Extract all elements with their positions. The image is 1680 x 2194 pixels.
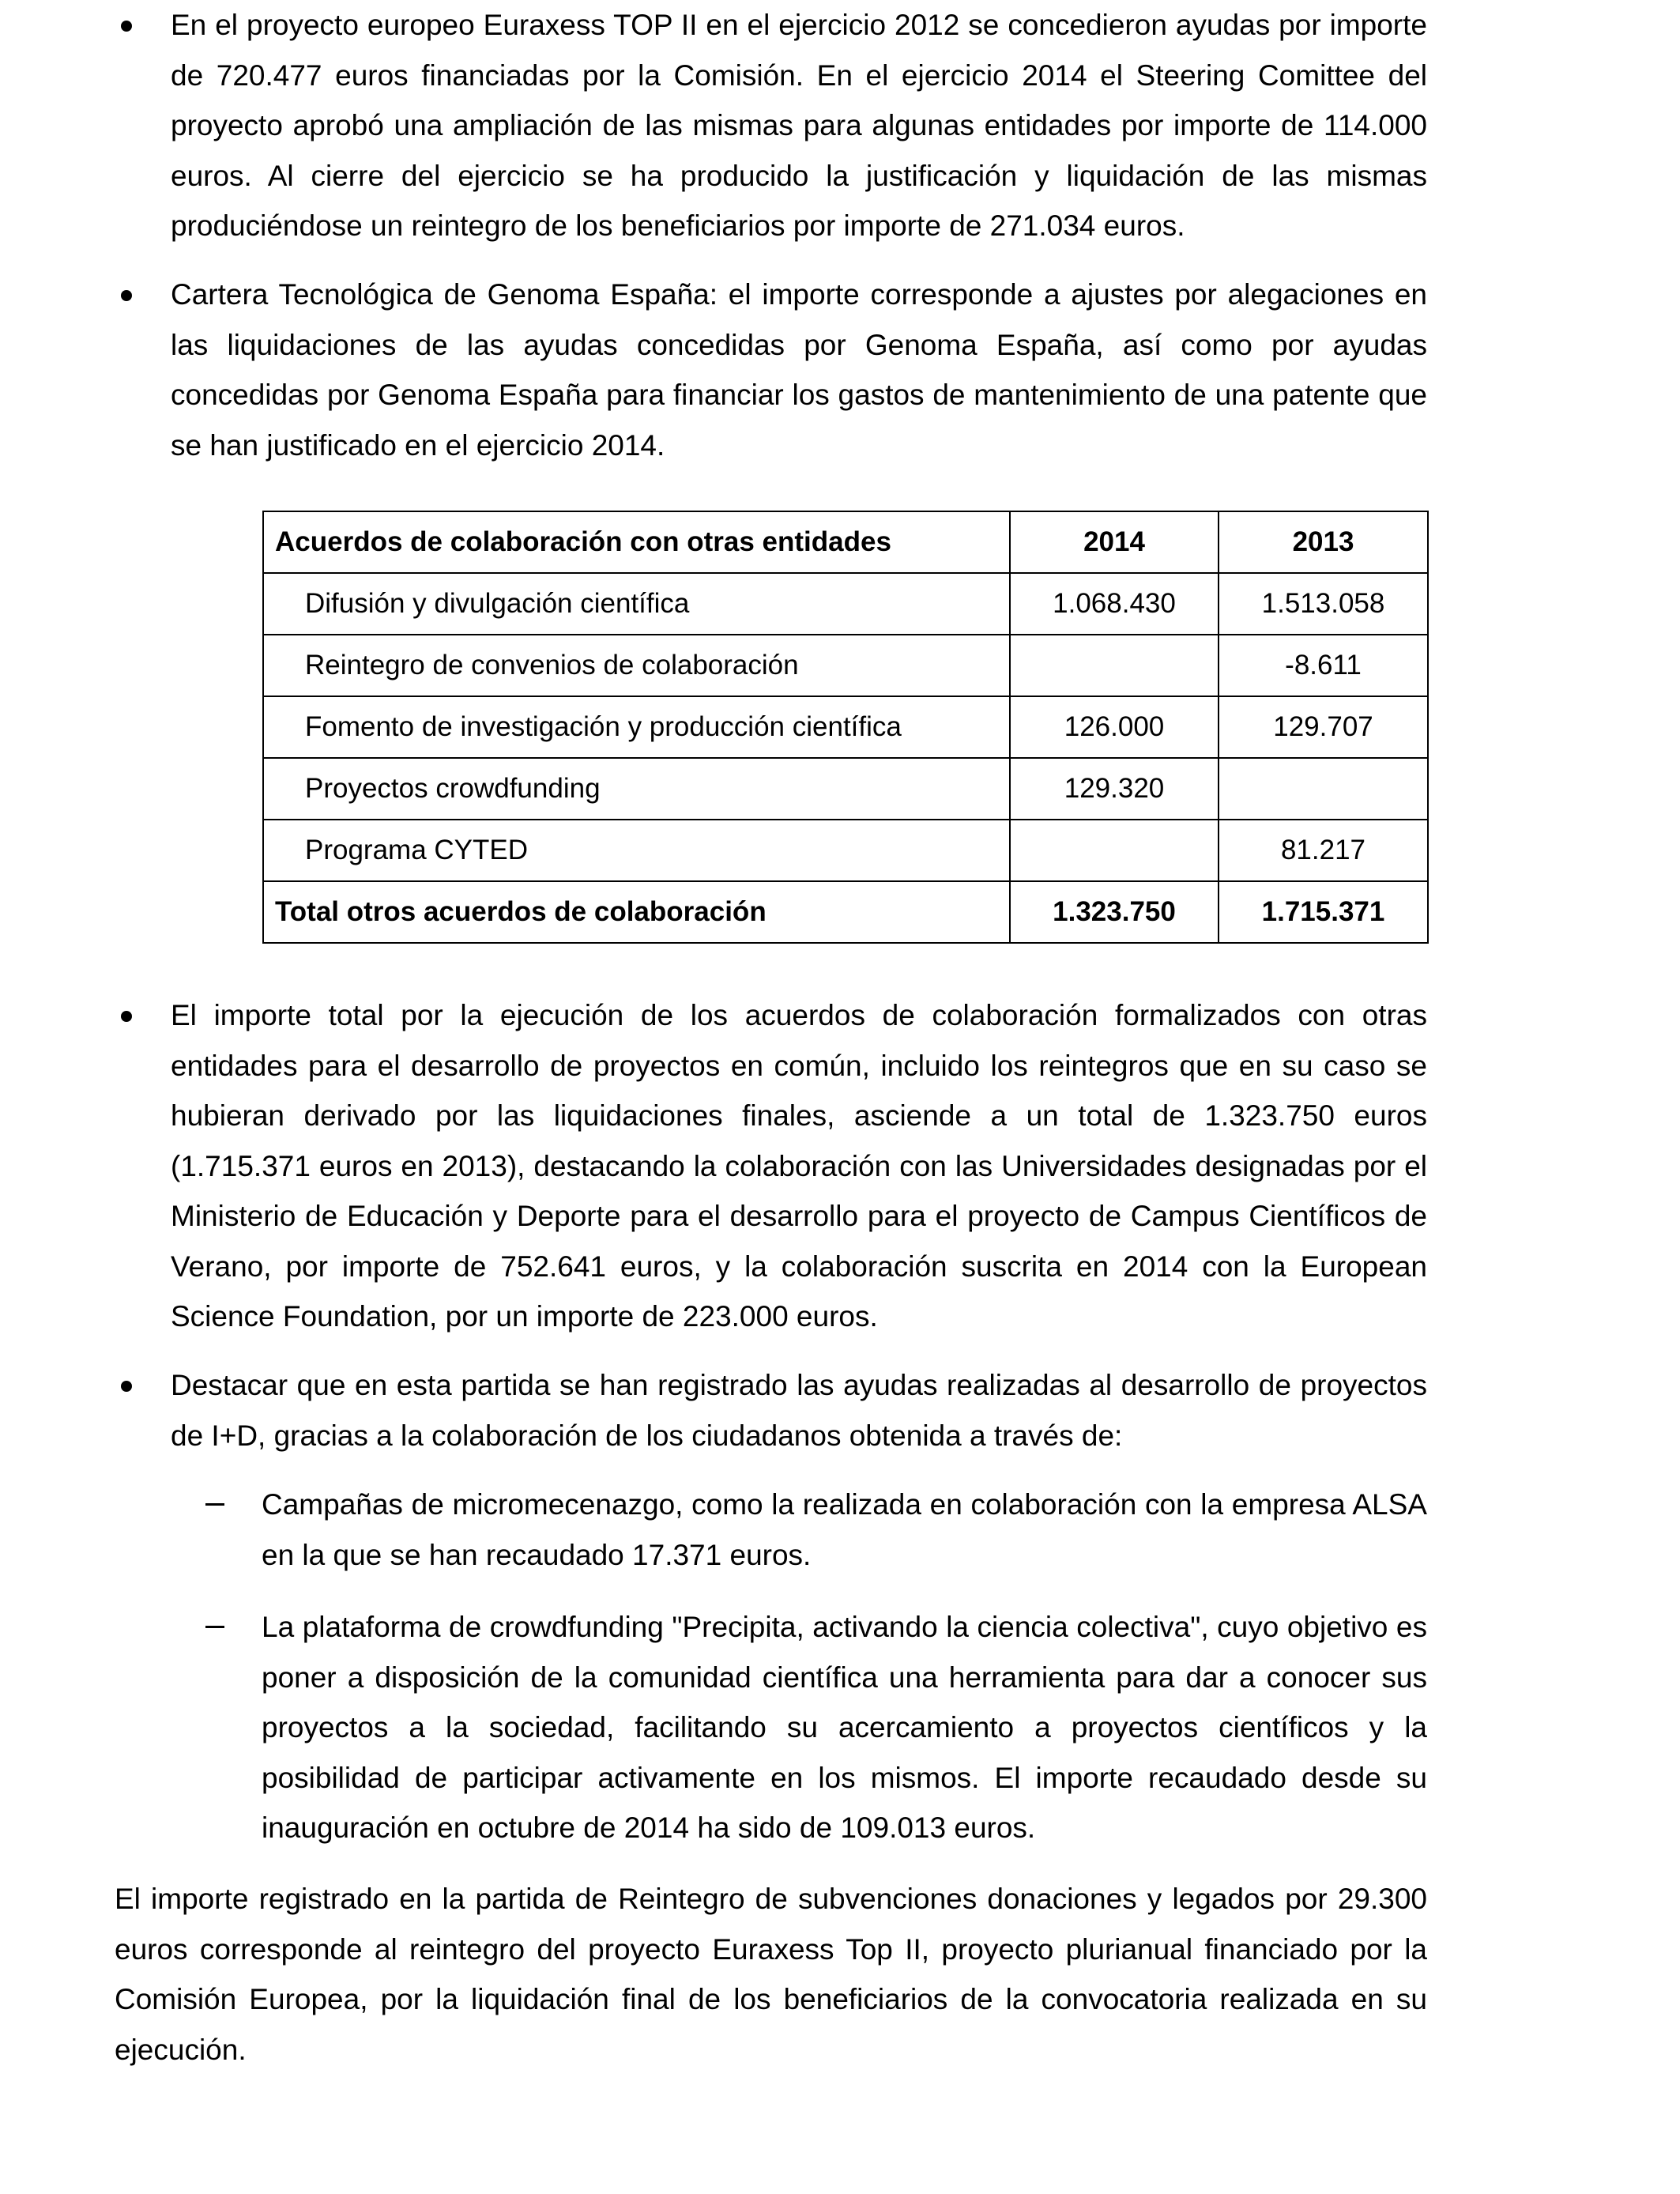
table-row bbox=[263, 758, 1428, 820]
row-label: Fomento de investigación y producción científica bbox=[263, 696, 1010, 758]
paragraph-total-collaboration: El importe total por la ejecución de los acuerdos de colaboración formalizados con otras entidades para el desarrollo de proyectos en común, incluido los reintegros que en su caso se hubieran derivado por las liquidaciones finales, asciende a un total de 1.323.750 euros (1.715.371 euros en 2013), destacando la colaboración con las Universidades designadas por el Ministerio de Educación y Deporte para el desarrollo para el proyecto de Campus Científicos de Verano, por importe de 752.641 euros, y la colaboración suscrita en 2014 con la European Science Foundation, por un importe de 223.000 euros. bbox=[171, 999, 1427, 1333]
subitem-precipita: La plataforma de crowdfunding "Precipita, activando la ciencia colectiva", cuyo objetivo es poner a disposición de la comunidad científica una herramienta para dar a conocer sus proyectos a la sociedad, facilitando su acercamiento a proyectos científicos y la posibilidad de participar activamente en los mismos. El importe recaudado desde su inauguración en octubre de 2014 ha sido de 109.013 euros. bbox=[262, 1611, 1427, 1844]
bullet-icon bbox=[121, 290, 132, 301]
table-header-row bbox=[263, 511, 1428, 573]
row-value-2014: 129.320 bbox=[1010, 758, 1219, 820]
row-value-2013: 1.513.058 bbox=[1219, 573, 1428, 635]
paragraph-highlight: Destacar que en esta partida se han registrado las ayudas realizadas al desarrollo de proyectos de I+D, gracias a la colaboración de los ciudadanos obtenida a través de: bbox=[171, 1369, 1427, 1452]
row-label: Difusión y divulgación científica bbox=[263, 573, 1010, 635]
row-label: Proyectos crowdfunding bbox=[263, 758, 1010, 820]
table-row bbox=[263, 696, 1428, 758]
bullet-icon bbox=[121, 21, 132, 32]
row-value-2014: 1.068.430 bbox=[1010, 573, 1219, 635]
paragraph-reintegro: El importe registrado en la partida de Reintegro de subvenciones donaciones y legados por 29.300 euros corresponde al reintegro del proyecto Euraxess Top II, proyecto plurianual financiado por la Comisión Europea, por la liquidación final de los beneficiarios de la convocatoria realizada en su ejecución. bbox=[115, 1883, 1427, 2066]
table-header-2013: 2013 bbox=[1219, 511, 1428, 573]
total-value-2013: 1.715.371 bbox=[1219, 881, 1428, 943]
paragraph-euraxess: En el proyecto europeo Euraxess TOP II en el ejercicio 2012 se concedieron ayudas por importe de 720.477 euros financiadas por la Comisión. En el ejercicio 2014 el Steering Comittee del proyecto aprobó una ampliación de las mismas para algunas entidades por importe de 114.000 euros. Al cierre del ejercicio se ha producido la justificación y liquidación de las mismas produciéndose un reintegro de los beneficiarios por importe de 271.034 euros. bbox=[171, 9, 1427, 242]
dash-icon bbox=[205, 1626, 224, 1628]
subitem-micromecenazgo: Campañas de micromecenazgo, como la realizada en colaboración con la empresa ALSA en la que se han recaudado 17.371 euros. bbox=[262, 1488, 1427, 1571]
row-label: Programa CYTED bbox=[263, 820, 1010, 881]
row-value-2013: -8.611 bbox=[1219, 635, 1428, 696]
row-value-2014: 126.000 bbox=[1010, 696, 1219, 758]
row-value-2014 bbox=[1010, 635, 1219, 696]
bullet-icon bbox=[121, 1011, 132, 1022]
total-value-2014: 1.323.750 bbox=[1010, 881, 1219, 943]
row-value-2014 bbox=[1010, 820, 1219, 881]
row-value-2013: 129.707 bbox=[1219, 696, 1428, 758]
dash-icon bbox=[205, 1503, 224, 1506]
total-label: Total otros acuerdos de colaboración bbox=[263, 881, 1010, 943]
paragraph-genoma: Cartera Tecnológica de Genoma España: el importe corresponde a ajustes por alegaciones en las liquidaciones de las ayudas concedidas por Genoma España, así como por ayudas concedidas por Genoma España para financiar los gastos de mantenimiento de una patente que se han justificado en el ejercicio 2014. bbox=[171, 278, 1427, 462]
collaboration-table bbox=[262, 511, 1429, 944]
row-label: Reintegro de convenios de colaboración bbox=[263, 635, 1010, 696]
row-value-2013: 81.217 bbox=[1219, 820, 1428, 881]
bullet-icon bbox=[121, 1381, 132, 1392]
table-header-label: Acuerdos de colaboración con otras entidades bbox=[263, 511, 1010, 573]
table-row bbox=[263, 635, 1428, 696]
table-row bbox=[263, 820, 1428, 881]
table-header-2014: 2014 bbox=[1010, 511, 1219, 573]
row-value-2013 bbox=[1219, 758, 1428, 820]
table-total-row bbox=[263, 881, 1428, 943]
table-row bbox=[263, 573, 1428, 635]
